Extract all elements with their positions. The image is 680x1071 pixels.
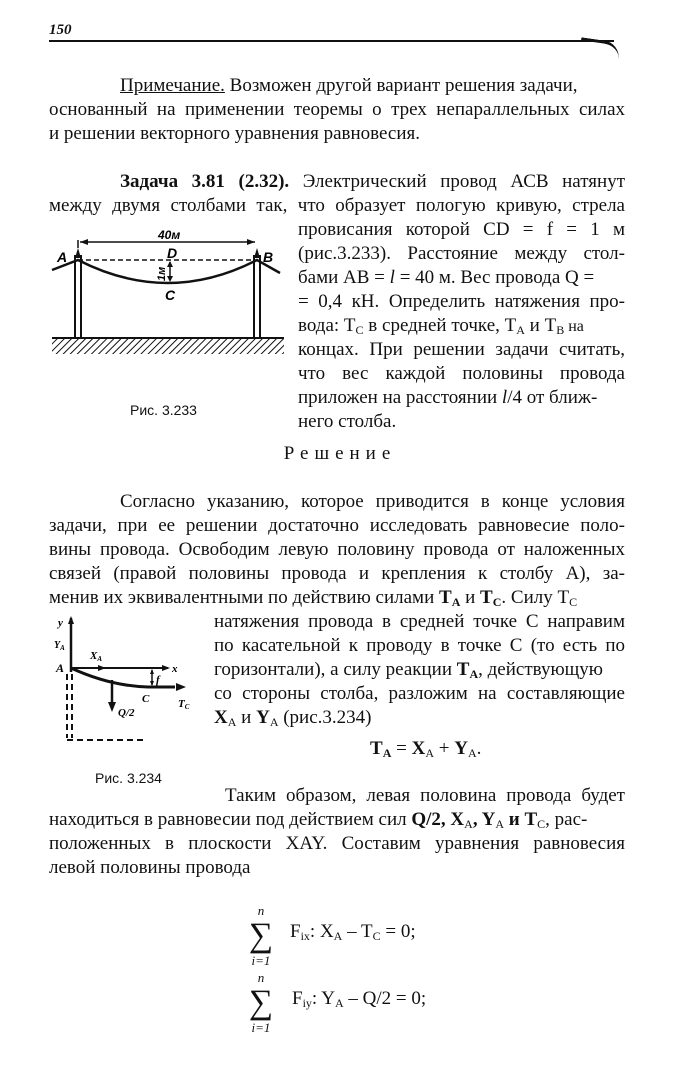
solution-line-6: натяжения провода в средней точке С направим	[214, 611, 625, 632]
solution-line-3: вины провода. Освободим левую половину провода от наложенных	[49, 539, 625, 560]
tc-label: TC	[178, 698, 190, 711]
point-a-label: A	[56, 661, 65, 675]
point-c-label: C	[165, 287, 176, 303]
problem-line-8: концах. При решении задачи считать,	[298, 339, 625, 360]
sum-y-equation: $F_{iy}$: $Y_A - Q/2 = 0$;	[292, 988, 427, 1010]
vector-equation: $T_A = X_A + Y_A$.	[370, 738, 482, 760]
solution-line-9: со стороны столба, разложим на составляющие	[214, 683, 625, 704]
figure-3-233	[40, 228, 290, 358]
note-label: Примечание.	[120, 75, 225, 96]
solution-line-5: менив их эквивалентными по действию силами $T_A$ и $T_C$. Силу $T_C$	[49, 587, 578, 609]
problem-line-4: (рис.3.233). Расстояние между стол-	[298, 243, 625, 264]
header-rule	[49, 40, 614, 42]
point-d-label: D	[167, 245, 178, 261]
span-label: 40м	[158, 228, 181, 242]
xa-label: XA	[90, 650, 103, 663]
solution2-line-4: левой половины провода	[49, 857, 251, 878]
note-line-2: основанный на применении теоремы о трех непараллельных силах	[49, 99, 625, 120]
point-c-label: C	[142, 693, 150, 705]
solution-line-8: горизонтали), а силу реакции $T_A$, действующую	[214, 659, 603, 681]
f-label: f	[156, 674, 160, 686]
problem-line-1: Задача 3.81 (2.32). Электрический провод АСВ натянут	[120, 171, 625, 192]
solution2-line-2: находиться в равновесии под действием сил Q/2, $X_A$, $Y_A$ и $T_C$, рас-	[49, 809, 588, 831]
point-a-label: A	[57, 249, 68, 265]
problem-line-11: него столба.	[298, 411, 397, 432]
sum-x-symbol: n ∑ i=1	[248, 903, 274, 968]
sum-x-equation: $F_{ix}$: $X_A - T_C = 0$;	[290, 921, 416, 943]
solution-line-7: по касательной к проводу в точке С (то есть по	[214, 635, 625, 656]
solution2-line-3: положенных в плоскости XAY. Составим уравнения равновесия	[49, 833, 625, 854]
problem-line-3: провисания которой CD = f = 1 м	[298, 219, 625, 240]
figure-3-234	[40, 612, 200, 752]
problem-line-6: = 0,4 кН. Определить натяжения про-	[298, 291, 625, 312]
problem-line-7: вода: $T_C$ в средней точке, $T_A$ и $T_B$ на	[298, 315, 584, 337]
solution-heading: Решение	[283, 443, 397, 464]
solution-line-2: задачи, при ее решении достаточно исследовать равновесие поло-	[49, 515, 625, 536]
sag-label: 1м	[156, 266, 168, 281]
problem-line-10: приложен на расстоянии l/4 от ближ-	[298, 387, 598, 408]
wire-between-poles-diagram	[40, 228, 290, 358]
q2-label: Q/2	[118, 707, 135, 719]
solution-line-1: Согласно указанию, которое приводится в конце условия	[120, 491, 625, 512]
note-line-1: Примечание. Возможен другой вариант решения задачи,	[120, 75, 578, 96]
point-b-label: B	[263, 249, 274, 265]
problem-line-2: между двумя столбами так, что образует пологую кривую, стрела	[49, 195, 625, 216]
problem-title: Задача 3.81 (2.32).	[120, 171, 290, 192]
x-axis-label: x	[172, 663, 178, 675]
half-wire-free-body-diagram	[40, 612, 200, 752]
problem-line-5: бами AB = l = 40 м. Вес провода Q =	[298, 267, 595, 288]
solution2-line-1: Таким образом, левая половина провода будет	[225, 785, 625, 806]
page-number: 150	[49, 22, 72, 38]
solution-line-10: $X_A$ и $Y_A$ (рис.3.234)	[214, 707, 372, 729]
problem-line-9: что вес каждой половины провода	[298, 363, 625, 384]
solution-line-4: связей (правой половины провода и крепления к столбу А), за-	[49, 563, 625, 584]
figure-3-233-caption: Рис. 3.233	[130, 402, 197, 418]
note-line-3: и решении векторного уравнения равновесия.	[49, 123, 420, 144]
ya-label: $Y_A$	[54, 640, 65, 652]
header-rule-tail	[579, 37, 621, 59]
sum-y-symbol: n ∑ i=1	[248, 970, 274, 1035]
figure-3-234-caption: Рис. 3.234	[95, 770, 162, 786]
y-axis-label: y	[58, 617, 63, 629]
